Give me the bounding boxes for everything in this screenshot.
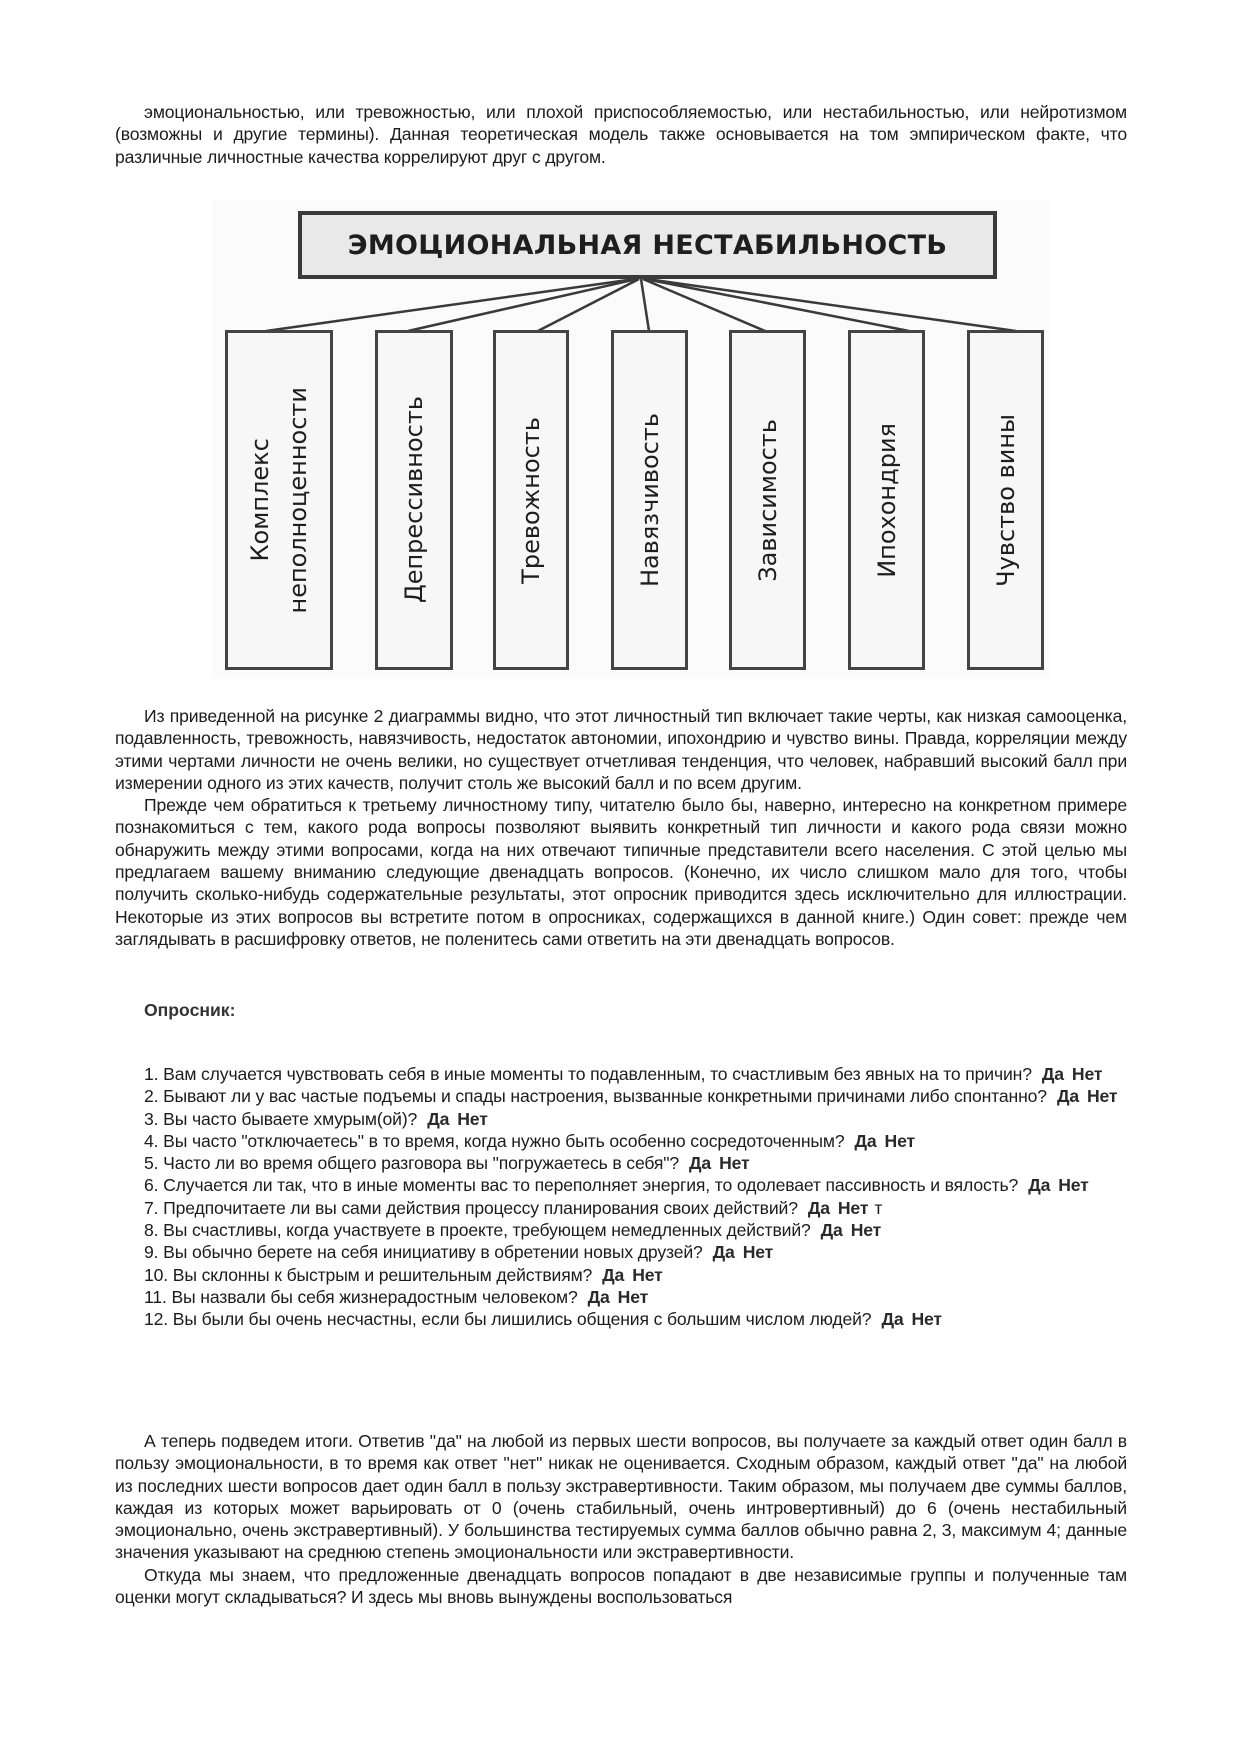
question-item: 10. Вы склонны к быстрым и решительным действиям? Да Нет	[144, 1264, 663, 1285]
paragraph: Из приведенной на рисунке 2 диаграммы видно, что этот личностный тип включает такие черты, как низкая самооценка, подавленность, тревожность, навязчивость, недостаток автономии, ипохондрию и чувство вины. Правда, корреляции между этими чертами личности не очень велики, но существует отчетливая тенденция, что человек, набравший высокий балл при измерении одного из этих качеств, получит столь же высокий балл и по всем другим.	[115, 706, 1127, 793]
trait-label: Зависимость	[753, 418, 782, 582]
question-item: 6. Случается ли так, что в иные моменты вас то переполняет энергия, то одолевает пассивность и вялость? Да Нет	[144, 1175, 1089, 1196]
paragraph: Откуда мы знаем, что предложенные двенадцать вопросов попадают в две независимые группы и полученные там оценки могут складываться? И здесь мы вновь вынуждены воспользоваться	[115, 1564, 1127, 1608]
questionnaire-title: Опросник:	[144, 1000, 236, 1020]
question-item: 7. Предпочитаете ли вы сами действия процессу планирования своих действий? Да Нет т	[144, 1197, 883, 1218]
trait-box-hypochondria	[848, 330, 925, 670]
paragraph: А теперь подведем итоги. Ответив "да" на любой из первых шести вопросов, вы получаете за каждый ответ один балл в пользу эмоциональности, в то время как ответ "нет" никак не оценивается. Сходным образом, каждый ответ "да" на любой из последних шести вопросов дает один балл в пользу экстравертивности. Таким образом, мы получаем две суммы баллов, каждая из которых может варьировать от 0 (очень стабильный, очень интровертивный) до 6 (очень нестабильный эмоционально, очень экстравертивный). У большинства тестируемых сумма баллов обычно равна 2, 3, максимум 4; данные значения указывают на среднюю степень эмоциональности или экстравертивности.	[115, 1431, 1127, 1563]
results-text	[115, 1430, 1127, 1608]
answer-yes[interactable]: Да	[881, 1309, 904, 1330]
answer-yes[interactable]: Да	[1041, 1064, 1064, 1084]
answer-yes[interactable]: Да	[587, 1286, 610, 1307]
answer-no[interactable]: Нет	[1058, 1175, 1089, 1196]
intro-text	[115, 101, 1127, 168]
answer-yes[interactable]: Да	[807, 1197, 830, 1218]
answer-no[interactable]: Нет	[719, 1153, 750, 1174]
answer-no[interactable]: Нет	[632, 1264, 663, 1285]
discussion-text	[115, 705, 1127, 950]
trait-box-inferiority	[225, 330, 333, 670]
question-item: 1. Вам случается чувствовать себя в иные моменты то подавленным, то счастливым без явных на то причин? Да Нет	[144, 1064, 1103, 1084]
trait-label: Комплекс неполноценности	[246, 386, 312, 614]
trait-box-depressiveness	[375, 330, 453, 670]
question-item: 11. Вы назвали бы себя жизнерадостным человеком? Да Нет	[144, 1286, 649, 1307]
answer-no[interactable]: Нет	[1086, 1086, 1118, 1107]
trait-label: Депрессивность	[400, 396, 428, 604]
trait-label: Чувство вины	[991, 413, 1020, 587]
answer-no[interactable]: Нет	[911, 1309, 942, 1330]
trait-label: Навязчивость	[635, 412, 664, 588]
trait-box-obsessiveness	[611, 330, 688, 670]
answer-yes[interactable]: Да	[1028, 1175, 1051, 1196]
paragraph: Прежде чем обратиться к третьему личностному типу, читателю было бы, наверно, интересно на конкретном примере познакомиться с тем, какого рода вопросы позволяют выявить конкретный тип личности и какого рода связи можно обнаружить между этими вопросами, когда на них отвечают типичные представители всего населения. С этой целью мы предлагаем вашему вниманию следующие двенадцать вопросов. (Конечно, их число слишком мало для того, чтобы получить сколько-нибудь содержательные результаты, этот опросник приводится здесь исключительно для иллюстрации. Некоторые из этих вопросов вы встретите потом в опросниках, содержащихся в данной книге.) Один совет: прежде чем заглядывать в расшифровку ответов, не поленитесь сами ответить на эти двенадцать вопросов.	[115, 795, 1127, 949]
question-item: 4. Вы часто "отключаетесь" в то время, когда нужно быть особенно сосредоточенным? Да Нет	[144, 1130, 915, 1151]
question-item: 8. Вы счастливы, когда участвуете в проекте, требующем немедленных действий? Да Нет	[144, 1220, 882, 1241]
trait-box-dependence	[729, 330, 806, 670]
question-item: 9. Вы обычно берете на себя инициативу в обретении новых друзей? Да Нет	[144, 1242, 774, 1263]
trait-label: Ипохондрия	[872, 422, 901, 578]
question-item: 3. Вы часто бываете хмурым(ой)? Да Нет	[144, 1108, 488, 1129]
answer-yes[interactable]: Да	[820, 1220, 843, 1241]
answer-yes[interactable]: Да	[1056, 1086, 1079, 1107]
answer-yes[interactable]: Да	[712, 1242, 735, 1263]
answer-yes[interactable]: Да	[427, 1108, 450, 1129]
answer-no[interactable]: Нет	[617, 1286, 649, 1307]
answer-no[interactable]: Нет	[884, 1130, 915, 1151]
answer-no[interactable]: Нет	[837, 1197, 869, 1218]
diagram-title-box	[298, 211, 997, 279]
answer-no[interactable]: Нет	[1071, 1064, 1103, 1084]
answer-yes[interactable]: Да	[854, 1130, 877, 1151]
answer-yes[interactable]: Да	[689, 1153, 712, 1174]
question-item: 2. Бывают ли у вас частые подъемы и спады настроения, вызванные конкретными причинами либо спонтанно? Да Нет	[144, 1086, 1118, 1107]
paragraph: эмоциональностью, или тревожностью, или плохой приспособляемостью, или нестабильностью, или нейротизмом (возможны и другие термины). Данная теоретическая модель также основывается на том эмпирическом факте, что различные личностные качества коррелируют друг с другом.	[115, 102, 1127, 167]
question-item: 5. Часто ли во время общего разговора вы "погружаетесь в себя"? Да Нет	[144, 1153, 750, 1174]
answer-yes[interactable]: Да	[602, 1264, 625, 1285]
answer-no[interactable]: Нет	[742, 1242, 774, 1263]
answer-no[interactable]: Нет	[850, 1220, 882, 1241]
trait-label: Тревожность	[517, 416, 545, 584]
diagram-title: ЭМОЦИОНАЛЬНАЯ НЕСТАБИЛЬНОСТЬ	[347, 229, 948, 261]
trait-box-guilt	[967, 330, 1044, 670]
question-list	[115, 1063, 1127, 1331]
trait-box-anxiety	[493, 330, 569, 670]
answer-no[interactable]: Нет	[457, 1108, 488, 1129]
emotional-instability-diagram	[212, 200, 1050, 678]
question-item: 12. Вы были бы очень несчастны, если бы лишились общения с большим числом людей? Да Нет	[144, 1309, 942, 1330]
stray-character: т	[874, 1197, 883, 1218]
